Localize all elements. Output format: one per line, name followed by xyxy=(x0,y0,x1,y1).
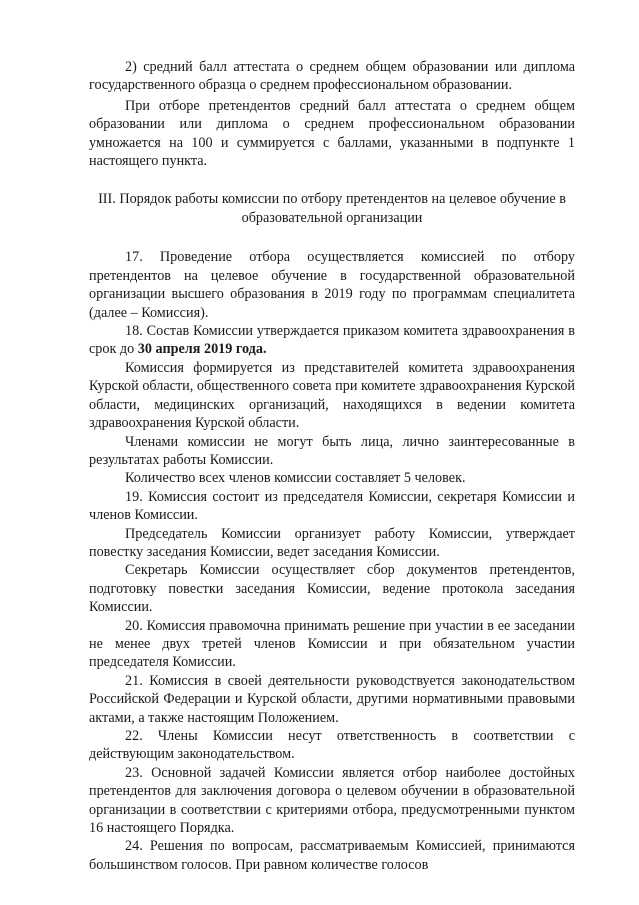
paragraph-18-text: 18. Состав Комиссии утверждается приказом комитета здравоохранения в срок до xyxy=(89,323,575,358)
paragraph-20: 20. Комиссия правомочна принимать решение при участии в ее заседании не менее двух третей членов Комиссии и при обязательном участии председателя Комиссии. xyxy=(89,617,575,671)
paragraph-19-secretary: Секретарь Комиссии осуществляет сбор документов претендентов, подготовку повестки заседания Комиссии, ведение протокола заседания Комиссии. xyxy=(89,562,575,616)
paragraph-19-chairman: Председатель Комиссии организует работу Комиссии, утверждает повестку заседания Комиссии, ведет заседания Комиссии. xyxy=(89,525,575,560)
paragraph-18-member-count: Количество всех членов комиссии составляет 5 человек. xyxy=(125,470,466,487)
paragraph-17: 17. Проведение отбора осуществляется комиссией по отбору претендентов на целевое обучение в государственной образовательной организации высшего образования в 2019 году по программам специалитета (далее – Комиссия). xyxy=(89,249,575,321)
paragraph-19: 19. Комиссия состоит из председателя Комиссии, секретаря Комиссии и членов Комиссии. xyxy=(89,488,575,524)
paragraph-18-composition: Комиссия формируется из представителей комитета здравоохранения Курской области, общественного совета при комитете здравоохранения Курской области, медицинских организаций, находящихся в ведении комитета здравоохранения Курской области. xyxy=(89,359,575,432)
paragraph-18-restriction: Членами комиссии не могут быть лица, лично заинтересованные в результатах работы Комиссии. xyxy=(89,433,575,468)
document-body xyxy=(89,58,575,874)
paragraph-23: 23. Основной задачей Комиссии является отбор наиболее достойных претендентов для заключения договора о целевом обучении в образовательной организации в соответствии с критериями отбора, предусмотренными пунктом 16 настоящего Порядка. xyxy=(89,764,575,837)
paragraph-18-deadline: 30 апреля 2019 года. xyxy=(137,341,267,358)
paragraph-21: 21. Комиссия в своей деятельности руководствуется законодательством Российской Федерации и Курской области, другими нормативными правовыми актами, а также настоящим Положением. xyxy=(89,672,575,726)
paragraph-24: 24. Решения по вопросам, рассматриваемым Комиссией, принимаются большинством голосов. При равном количестве голосов xyxy=(89,838,575,873)
paragraph-22: 22. Члены Комиссии несут ответственность в соответствии с действующим законодательством. xyxy=(89,728,575,763)
section-heading: III. Порядок работы комиссии по отбору претендентов на целевое обучение в образовательной организации xyxy=(98,191,566,227)
paragraph-criterion-2: 2) средний балл аттестата о среднем общем образовании или диплома государственного образца о среднем профессиональном образовании. xyxy=(89,59,575,94)
paragraph-score-calculation: При отборе претендентов средний балл аттестата о среднем общем образовании или диплома о среднем профессиональном образовании умножается на 100 и суммируется с баллами, указанными в подпункте 1 настоящего пункта. xyxy=(89,97,575,170)
paragraph-18 xyxy=(89,322,575,359)
